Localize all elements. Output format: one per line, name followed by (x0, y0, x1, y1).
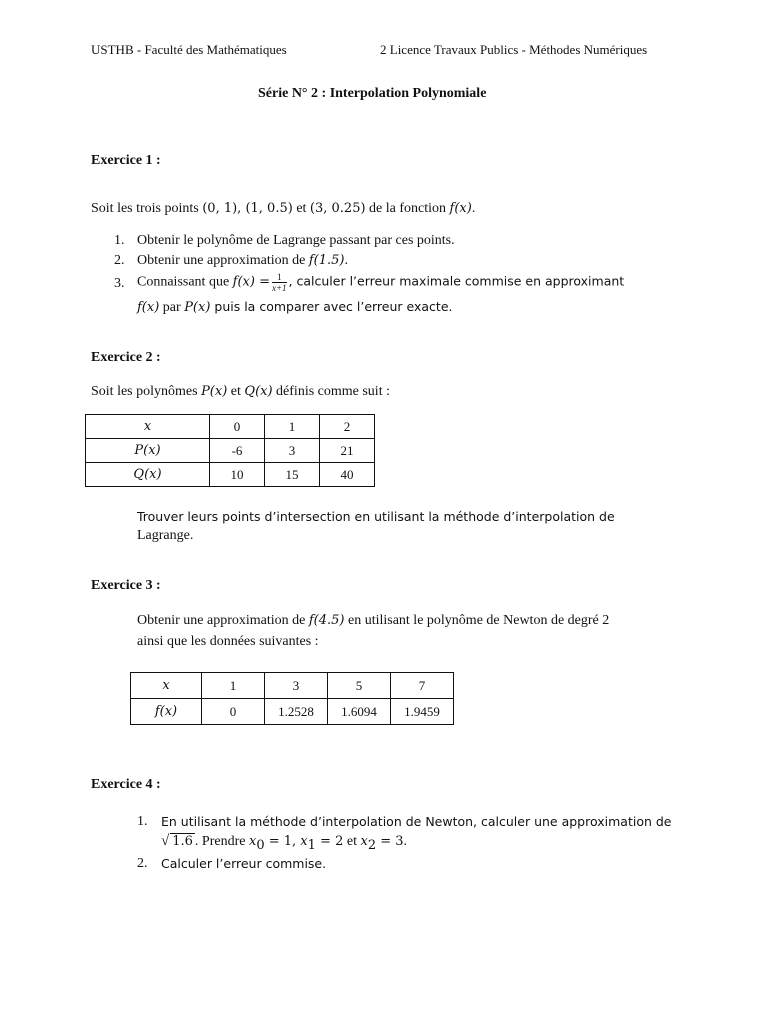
x2-sub: 2 (367, 837, 377, 853)
fraction-numerator: 1 (272, 272, 287, 283)
ex4-item-1-line1: En utilisant la méthode d’interpolation de Newton, calculer une approximation de (161, 814, 672, 829)
exercise-2-text-line1: Trouver leurs points d’intersection en utilisant la méthode d’interpolation de (137, 509, 615, 524)
table-cell: 0 (210, 415, 265, 439)
exercise-2-heading: Exercice 2 : (91, 350, 161, 365)
fx-math: f(x) (449, 201, 472, 216)
ex4-item-number-1: 1. (137, 814, 148, 829)
values-table-f (130, 672, 454, 725)
table-cell: 1 (265, 415, 320, 439)
table-cell: 2 (320, 415, 375, 439)
qx-math: Q(x) (244, 384, 273, 399)
item-3-fx: f(x) = (232, 274, 270, 290)
ex1-item-number-3: 3. (114, 276, 125, 291)
table-cell: 21 (320, 439, 375, 463)
exercise-3-heading: Exercice 3 : (91, 578, 161, 593)
table-cell: 10 (210, 463, 265, 487)
ex4-item-2: Calculer l’erreur commise. (161, 856, 327, 871)
item-2-text: Obtenir une approximation de (137, 253, 309, 268)
ex1-item-1: Obtenir le polynôme de Lagrange passant par ces points. (137, 233, 455, 248)
point3-math: (3, 0.25) (309, 201, 366, 216)
ex1-item-2 (137, 253, 348, 269)
item-2-end: . (344, 253, 348, 268)
intro-text: Soit les polynômes (91, 384, 202, 399)
intro-text: Soit les trois points (91, 201, 203, 216)
x2-var: x (360, 834, 368, 849)
px-math: P(x) (201, 384, 228, 399)
table-row (131, 673, 454, 699)
sqrt-value: 1.6 (172, 834, 193, 849)
intro-end: . (471, 201, 476, 216)
item-3-text-c: par (159, 300, 185, 315)
exercise-4-heading: Exercice 4 : (91, 777, 161, 792)
exercise-1-heading: Exercice 1 : (91, 153, 161, 168)
exercise-3-line2: ainsi que les données suivantes : (137, 634, 319, 649)
sqrt-sign: √ (161, 833, 170, 849)
table-cell: 3 (265, 439, 320, 463)
exercise-2-text-line2: Lagrange. (137, 528, 194, 543)
item-3-fx2: f(x) (137, 300, 160, 315)
page-title: Série N° 2 : Interpolation Polynomiale (258, 86, 487, 101)
intro-et: et (227, 384, 245, 399)
intro-text-b: de la fonction (365, 201, 450, 216)
ex1-item-number-2: 2. (114, 253, 125, 268)
table-row (86, 439, 375, 463)
table-cell: P(x) (86, 439, 210, 463)
table-row (131, 699, 454, 725)
end-dot: . (403, 834, 408, 849)
intro-et: et (292, 201, 310, 216)
ex1-item-number-1: 1. (114, 233, 125, 248)
table-row (86, 463, 375, 487)
table-row (86, 415, 375, 439)
table-cell: 1.6094 (328, 699, 391, 725)
table-cell: x (86, 415, 210, 439)
line1-text-b: en utilisant le polynôme de Newton de degré 2 (344, 613, 610, 628)
x2-value: = 3 (376, 834, 404, 849)
table-cell: -6 (210, 439, 265, 463)
exercise-2-intro (91, 384, 390, 400)
x1-sub: 1 (307, 837, 316, 853)
points-math: (0, 1), (1, 0.5) (202, 201, 293, 216)
x1-var: x (300, 834, 308, 849)
line1-math: f(4.5) (308, 613, 345, 628)
x0-sub: 0 (256, 837, 265, 853)
exercise-1-intro (91, 201, 475, 217)
table-cell: 1.2528 (265, 699, 328, 725)
item-3-px: P(x) (184, 300, 211, 315)
table-cell: 15 (265, 463, 320, 487)
x0-value: = 1, (264, 834, 301, 849)
table-cell: 7 (391, 673, 454, 699)
prendre-text: . Prendre (194, 834, 249, 849)
values-table-pq (85, 414, 375, 487)
table-cell: f(x) (131, 699, 202, 725)
table-cell: 40 (320, 463, 375, 487)
table-cell: Q(x) (86, 463, 210, 487)
exercise-3-line1 (137, 613, 609, 629)
intro-text-b: définis comme suit : (272, 384, 390, 399)
x0-var: x (248, 834, 257, 849)
ex1-item-3-line1 (137, 272, 624, 293)
ex4-item-number-2: 2. (137, 856, 148, 871)
et-text: et (343, 834, 361, 849)
x1-value: = 2 (315, 834, 344, 849)
table-cell: 5 (328, 673, 391, 699)
header-left: USTHB - Faculté des Mathématiques (91, 42, 287, 57)
table-cell: 3 (265, 673, 328, 699)
item-2-math: f(1.5) (308, 253, 345, 268)
table-cell: x (131, 673, 202, 699)
table-cell: 0 (202, 699, 265, 725)
table-cell: 1.9459 (391, 699, 454, 725)
line1-text-a: Obtenir une approximation de (137, 613, 309, 628)
item-3-text-d: puis la comparer avec l’erreur exacte. (210, 299, 453, 314)
ex4-item-1-line2 (161, 833, 407, 853)
ex1-item-3-line2 (137, 299, 452, 316)
item-3-text-b: , calculer l’erreur maximale commise en approximant (288, 273, 625, 289)
fraction (272, 272, 287, 293)
item-3-text-a: Connaissant que (137, 274, 233, 290)
table-cell: 1 (202, 673, 265, 699)
header-right: 2 Licence Travaux Publics - Méthodes Numériques (380, 42, 648, 57)
fraction-denominator: x+1 (271, 283, 287, 293)
